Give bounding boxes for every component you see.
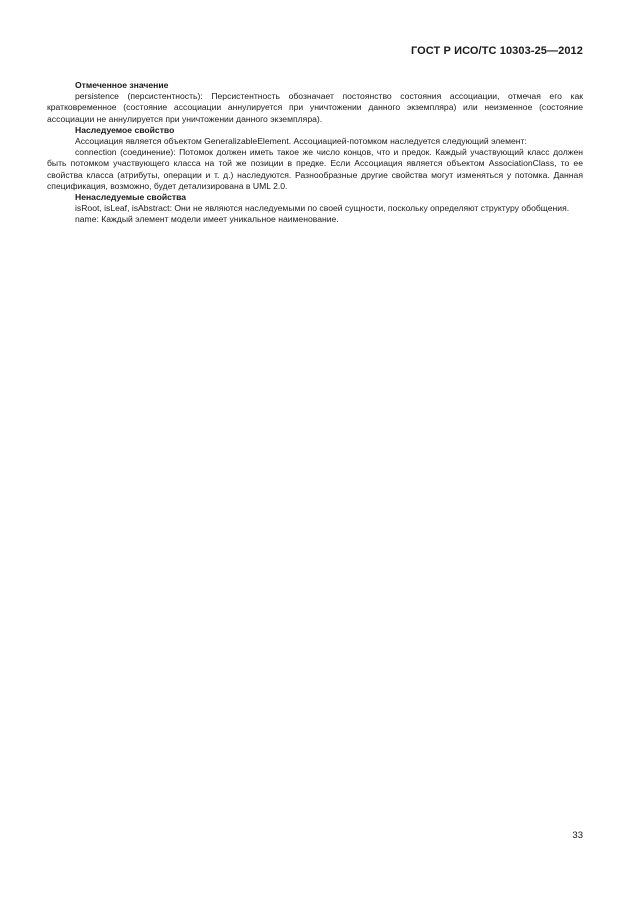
page-content (47, 80, 583, 226)
page-number: 33 (572, 830, 583, 841)
section-heading-non-inherited-properties: Ненаследуемые свойства (75, 192, 187, 203)
paragraph-name: name: Каждый элемент модели имеет уникальное наименование. (75, 214, 339, 225)
paragraph-generalizable-element: Ассоциация является объектом GeneralizableElement. Ассоциацией-потомком наследуется следующий элемент: (75, 136, 527, 147)
paragraph-persistence: persistence (персистентность): Персистентность обозначает постоянство состояния ассоциации, отмечая его как кратковременное (состояние ассоциации аннулируется при уничтожении данного экземпляра) или неизменное (состояние ассоциации не аннулируется при уничтожении данного экземпляра). (47, 91, 583, 124)
paragraph-connection: connection (соединение): Потомок должен иметь такое же число концов, что и предок. Каждый участвующий класс должен быть потомком участвующего класса на той же позиции в предке. Если Ассоциация является объектом AssociationClass, то ее свойства класса (атрибуты, операции и т. д.) наследуются. Разнообразные другие свойства могут изменяться у потомка. Данная спецификация, возможно, будет детализирована в UML 2.0. (47, 147, 583, 191)
section-heading-tagged-value: Отмеченное значение (75, 80, 169, 90)
section-heading-inherited-property: Наследуемое свойство (75, 124, 175, 135)
document-header: ГОСТ Р ИСО/ТС 10303-25—2012 (410, 45, 583, 57)
paragraph-isroot: isRoot, isLeaf, isAbstract: Они не являются наследуемыми по своей сущности, поскольку определяют структуру обобщения. (75, 203, 570, 214)
